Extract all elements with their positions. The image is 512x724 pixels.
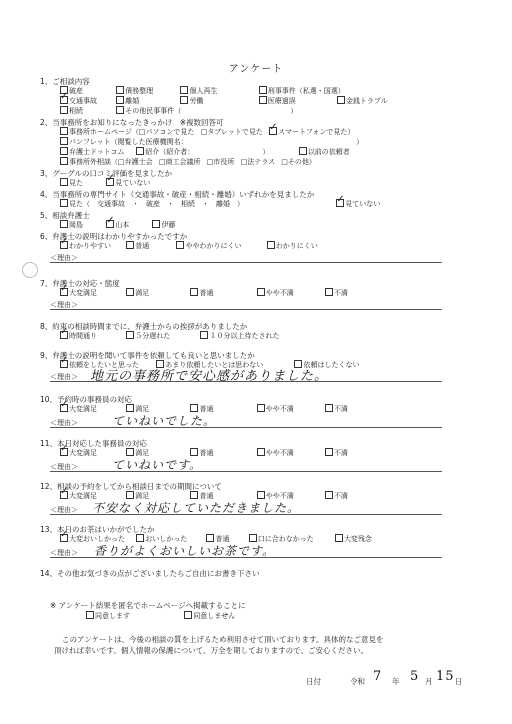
q5-label: 5、相談弁護士 [40, 211, 90, 220]
q12-opt-bit-dissatisfied[interactable]: やや不満 [257, 491, 319, 501]
checkbox[interactable] [190, 448, 198, 456]
checkbox-checked[interactable] [106, 220, 114, 228]
q2-row4 [60, 157, 320, 167]
q13-label: 13、本日のお茶はいかがでしたか [40, 525, 155, 534]
checkbox[interactable] [60, 199, 68, 207]
checkbox[interactable] [136, 534, 144, 542]
date-month: 5 [410, 669, 420, 684]
q1-opt-criminal[interactable]: 刑事事件（私選・国選） [259, 86, 345, 96]
q9-label: 9、弁護士の説明を聞いて事件を依頼しても良いと思いましたか [40, 351, 255, 360]
checkbox[interactable] [60, 137, 68, 145]
q4-opt-not-seen[interactable]: ✓ 見ていない [336, 199, 380, 209]
q4-opt-seen[interactable]: 見た（ 交通事故 ・ 破産 ・ 相続 ・ 離婚 ） [60, 199, 330, 209]
q11-options [60, 448, 352, 458]
q11-reason-line[interactable] [50, 471, 442, 472]
checkbox[interactable] [257, 491, 265, 499]
q1-opt-bankruptcy[interactable]: 破産 [60, 86, 110, 96]
q9-handwritten-answer: 地元の事務所で安心感がありました。 [90, 369, 329, 384]
q9-opt-no[interactable]: 依頼はしたくない [294, 360, 359, 370]
q9-reason-label: ＜理由＞ [50, 373, 78, 381]
checkbox[interactable] [259, 96, 267, 104]
q3-opt-seen[interactable]: 見た [60, 178, 100, 188]
publish-opt-agree[interactable]: 同意します [86, 611, 178, 621]
q7-opt-normal[interactable]: 普通 [190, 288, 250, 298]
q11-opt-normal[interactable]: 普通 [190, 448, 250, 458]
checkbox-checked[interactable] [60, 534, 68, 542]
checkbox[interactable] [126, 288, 134, 296]
q10-reason-line[interactable] [50, 427, 442, 428]
checkbox[interactable] [190, 491, 198, 499]
q14-label: 14、その他お気づきの点がございましたらご自由にお書き下さい [40, 569, 260, 578]
checkbox[interactable] [116, 106, 124, 114]
q1-opt-money[interactable]: 金銭トラブル [337, 96, 388, 106]
q1-opt-other[interactable]: その他民事事件（ [116, 106, 284, 116]
q13-opt-normal[interactable]: 普通 [206, 534, 242, 544]
checkbox-checked[interactable] [60, 404, 68, 412]
checkbox[interactable] [180, 96, 188, 104]
checkbox-checked[interactable] [60, 96, 68, 104]
q11-opt-satisfied[interactable]: 満足 [126, 448, 184, 458]
q2-opt-smartphone[interactable]: ✓ スマートフォンで見た） [269, 127, 354, 137]
q2-opt-other[interactable]: □その他） [281, 158, 316, 166]
checkbox[interactable] [126, 241, 134, 249]
q11-opt-bit-dissatisfied[interactable]: やや不満 [257, 448, 319, 458]
checkbox[interactable] [200, 331, 208, 339]
q13-opt-very-good[interactable]: ✓大変おいしかった [60, 534, 130, 544]
q2-opt-houterasu[interactable]: □法テラス [240, 158, 275, 166]
q5-options [60, 220, 179, 230]
q9-reason-line[interactable] [50, 381, 442, 382]
q8-label: 8、約束の相談時間までに、弁護士からの挨拶がありましたか [40, 322, 248, 331]
checkbox[interactable] [299, 147, 307, 155]
q13-opt-good[interactable]: おいしかった [136, 534, 200, 544]
q7-opt-bit-dissatisfied[interactable]: やや不満 [257, 288, 319, 298]
q1-label: 1、ご相談内容 [40, 77, 90, 86]
q10-opt-very-satisfied[interactable]: ✓大変満足 [60, 404, 120, 414]
checkbox-checked[interactable] [336, 199, 344, 207]
q2-opt-referral[interactable]: 紹介（紹介者： [136, 147, 256, 157]
q2-pamphlet-close: ） [356, 138, 364, 146]
q6-label: 6、弁護士の説明はわかりやすかったですか [40, 232, 188, 241]
checkbox[interactable] [60, 147, 68, 155]
checkbox[interactable] [267, 241, 275, 249]
q6-reason-line[interactable] [50, 262, 442, 263]
checkbox[interactable] [190, 404, 198, 412]
checkbox[interactable] [325, 404, 333, 412]
q2-opt-previous-client[interactable]: 以前の依頼者 [299, 147, 350, 157]
q1-opt-labor[interactable]: 労働 [180, 96, 252, 106]
q3-opt-not-seen[interactable]: ✓ 見ていない [106, 178, 150, 188]
checkbox[interactable] [184, 611, 192, 619]
q12-opt-dissatisfied[interactable]: 不満 [325, 491, 348, 501]
q3-label: 3、グーグルの口コミ評価を見ましたか [40, 169, 173, 178]
checkbox[interactable] [60, 178, 68, 186]
checkbox[interactable] [325, 288, 333, 296]
checkbox-checked[interactable] [60, 448, 68, 456]
q2-opt-chamber[interactable]: □商工会議所 [158, 158, 201, 166]
q13-reason-line[interactable] [50, 557, 442, 558]
q1-opt-traffic[interactable]: ✓交通事故 [60, 96, 110, 106]
punch-hole-top [22, 262, 38, 278]
q13-handwritten-answer: 香りがよくおいしいお茶です。 [94, 544, 276, 558]
q1-opt-medical[interactable]: 医療過誤 [259, 96, 331, 106]
checkbox[interactable] [249, 534, 257, 542]
q2-row3 [60, 147, 354, 157]
q9-opt-not-really[interactable]: あまり依頼したいとは思わない [156, 360, 288, 370]
q6-opt-bit-hard[interactable]: ややわかりにくい [176, 241, 260, 251]
q11-opt-dissatisfied[interactable]: 不満 [325, 448, 348, 458]
checkbox-checked[interactable] [269, 127, 277, 135]
survey-title: アンケート [228, 64, 284, 75]
q1-row1 [60, 86, 349, 96]
checkbox[interactable] [152, 220, 160, 228]
q2-opt-bengoshi-com[interactable]: 弁護士ドットコム [60, 147, 130, 157]
q7-opt-very-satisfied[interactable]: ✓大変満足 [60, 288, 120, 298]
q2-opt-pamphlet[interactable]: パンフレット（閲覧した医療機関名： [60, 137, 350, 147]
checkbox[interactable] [60, 106, 68, 114]
date-day: 15 [436, 669, 455, 684]
q1-opt-rehab[interactable]: 個人再生 [180, 86, 252, 96]
q8-opt-5min[interactable]: ５分遅れた [126, 331, 194, 341]
date-year-unit: 年 [392, 677, 400, 686]
date-month-unit: 月 [425, 677, 433, 686]
q5-opt-yamamoto[interactable]: ✓ 山本 [106, 220, 146, 230]
checkbox[interactable] [257, 288, 265, 296]
publish-note: ※ アンケート結果を匿名でホームページへ掲載することに [50, 601, 246, 610]
checkbox[interactable] [116, 86, 124, 94]
q1-opt-debt[interactable]: 債務整理 [116, 86, 174, 96]
q11-opt-very-satisfied[interactable]: ✓大変満足 [60, 448, 120, 458]
checkbox[interactable] [337, 96, 345, 104]
checkbox[interactable] [60, 127, 68, 135]
date-era: 令和 [350, 677, 365, 686]
q10-reason-label: ＜理由＞ [50, 419, 78, 427]
q6-opt-normal[interactable]: 普通 [126, 241, 170, 251]
q8-opt-10min[interactable]: １０分以上待たされた [200, 331, 279, 341]
q10-opt-satisfied[interactable]: 満足 [126, 404, 184, 414]
q9-opt-want[interactable]: ✓依頼をしたいと思った [60, 360, 150, 370]
q7-options [60, 288, 352, 298]
q11-handwritten-answer: ていねいです。 [112, 458, 203, 472]
q1-opt-divorce[interactable]: 離婚 [116, 96, 174, 106]
q2-row2 [60, 137, 367, 147]
q13-reason-label: ＜理由＞ [50, 549, 78, 557]
checkbox[interactable] [257, 448, 265, 456]
checkbox[interactable] [325, 491, 333, 499]
footer-line1: このアンケートは、今後の相談の質を上げるため利用させて頂いております。具体的なご意見を [62, 635, 384, 644]
q10-label: 10、予約時の事務員の対応 [40, 395, 133, 404]
q3-options [60, 178, 154, 188]
q8-options [60, 331, 283, 341]
q12-opt-satisfied[interactable]: 満足 [126, 491, 184, 501]
footer-line2: 頂ければ幸いです。個人情報の保護について、万全を期しておりますので、ご安心ください。 [54, 646, 368, 655]
date-year: 7 [373, 669, 383, 684]
checkbox[interactable] [180, 86, 188, 94]
checkbox[interactable] [126, 491, 134, 499]
q11-reason-label: ＜理由＞ [50, 463, 78, 471]
q5-opt-ito[interactable]: 伊藤 [152, 220, 175, 230]
checkbox-checked[interactable] [106, 178, 114, 186]
checkbox[interactable] [176, 241, 184, 249]
checkbox[interactable] [206, 534, 214, 542]
checkbox[interactable] [126, 404, 134, 412]
q1-other-close: ） [290, 107, 298, 115]
checkbox[interactable] [190, 288, 198, 296]
checkbox-checked[interactable] [60, 360, 68, 368]
checkbox-checked[interactable] [60, 241, 68, 249]
checkbox[interactable] [116, 96, 124, 104]
q7-opt-dissatisfied[interactable]: 不満 [325, 288, 348, 298]
q2-referral-close: ） [262, 148, 270, 156]
checkbox[interactable] [257, 404, 265, 412]
q6-reason-label: ＜理由＞ [50, 254, 78, 262]
checkbox-checked[interactable] [60, 491, 68, 499]
q12-reason-label: ＜理由＞ [50, 506, 78, 514]
q4-options [60, 199, 384, 209]
q12-handwritten-answer: 不安なく対応していただきました。 [92, 501, 301, 515]
q7-label: 7、弁護士の対応・態度 [40, 279, 120, 288]
q2-opt-city-hall[interactable]: □市役所 [206, 158, 235, 166]
checkbox[interactable] [126, 448, 134, 456]
q12-opt-very-satisfied[interactable]: ✓大変満足 [60, 491, 120, 501]
q10-handwritten-answer: ていねいでした。 [112, 414, 217, 428]
q2-opt-homepage[interactable]: 事務所ホームページ（□パソコンで見た [60, 127, 194, 137]
checkbox-checked[interactable] [60, 331, 68, 339]
q13-opt-not-suited[interactable]: 口に合わなかった [249, 534, 329, 544]
q6-opt-easy[interactable]: ✓わかりやすい [60, 241, 120, 251]
q5-opt-okajima[interactable]: 岡島 [60, 220, 100, 230]
checkbox[interactable] [60, 157, 68, 165]
q12-opt-normal[interactable]: 普通 [190, 491, 250, 501]
q1-row3 [60, 106, 301, 116]
q4-label: 4、当事務所の専門サイト（交通事故・破産・相続・離婚）いずれかを見ましたか [40, 190, 315, 199]
publish-opt-disagree[interactable]: 同意しません [184, 611, 235, 621]
checkbox[interactable] [86, 611, 94, 619]
q6-options [60, 241, 322, 251]
checkbox[interactable] [259, 86, 267, 94]
q10-opt-normal[interactable]: 普通 [190, 404, 250, 414]
q13-opt-bad[interactable]: 大変残念 [335, 534, 372, 544]
q11-label: 11、本日対応した事務員の対応 [40, 439, 148, 448]
q12-reason-line[interactable] [50, 514, 442, 515]
q1-opt-inheritance[interactable]: 相続 [60, 106, 110, 116]
checkbox[interactable] [60, 220, 68, 228]
q7-reason-line[interactable] [50, 309, 442, 310]
q10-opt-bit-dissatisfied[interactable]: やや不満 [257, 404, 319, 414]
q2-label: 2、当事務所をお知りになったきっかけ ※複数回答可 [40, 118, 224, 127]
publish-options [86, 611, 239, 621]
q1-row2 [60, 96, 392, 106]
q12-label: 12、相談の予約をしてから相談日までの期間について [40, 482, 222, 491]
checkbox[interactable] [126, 331, 134, 339]
q7-opt-satisfied[interactable]: 満足 [126, 288, 184, 298]
checkbox[interactable] [136, 147, 144, 155]
checkbox[interactable] [325, 448, 333, 456]
q8-opt-on-time[interactable]: ✓時間通り [60, 331, 120, 341]
q2-opt-outside[interactable]: 事務所外相談（□弁護士会 [60, 157, 153, 167]
q6-opt-hard[interactable]: わかりにくい [267, 241, 318, 251]
date-day-unit: 日 [455, 677, 463, 686]
checkbox-checked[interactable] [60, 288, 68, 296]
q7-reason-label: ＜理由＞ [50, 301, 78, 309]
q10-opt-dissatisfied[interactable]: 不満 [325, 404, 348, 414]
checkbox[interactable] [335, 534, 343, 542]
q2-opt-tablet[interactable]: □タブレットで見た [200, 128, 263, 136]
date-label: 日付 [306, 677, 321, 686]
q2-row1 [60, 127, 358, 137]
